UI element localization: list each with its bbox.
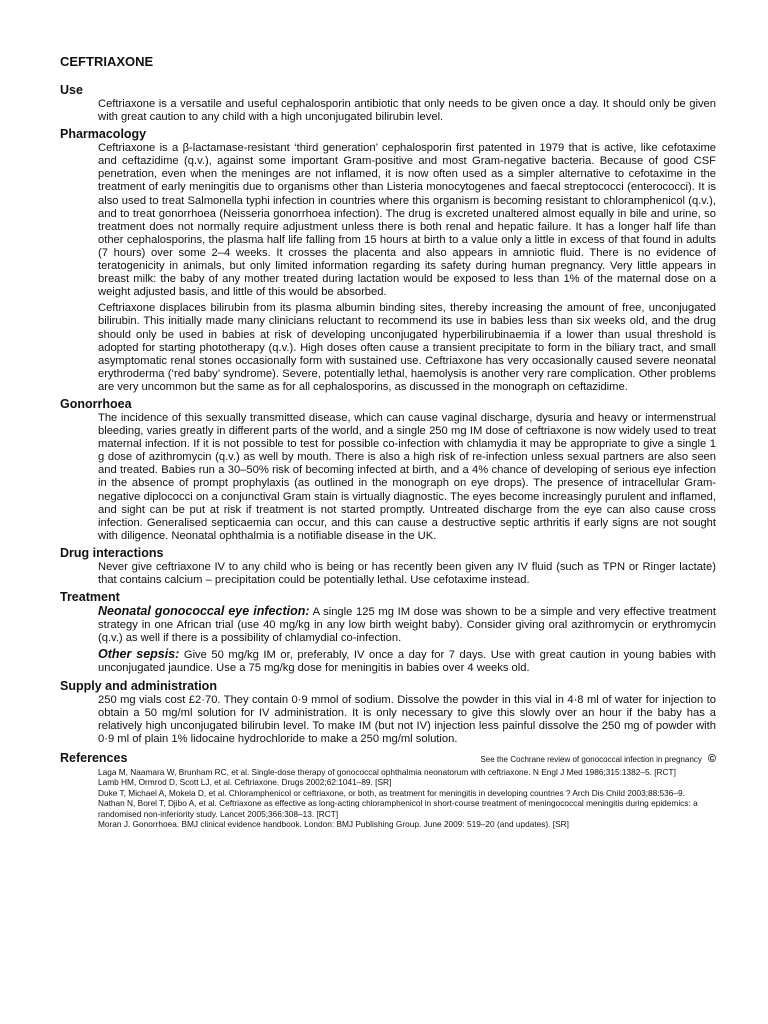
references-header — [60, 749, 716, 767]
treatment-other-sepsis — [98, 648, 716, 675]
reference-item: Nathan N, Borel T, Djibo A, et al. Ceftriaxone as effective as long-acting chloramphenicol in short-course treatment of meningococcal meningitis during epidemics: a randomised non-inferiority study. Lancet 2005;366:308–13. [RCT] — [98, 798, 698, 819]
reference-item: Moran J. Gonorrhoea. BMJ clinical evidence handbook. London: BMJ Publishing Group. June 2009: 519–20 (and updates). [SR] — [98, 819, 569, 830]
pharmacology-text-2: Ceftriaxone displaces bilirubin from its plasma albumin binding sites, thereby increasing the amount of free, unconjugated bilirubin. This initially made many clinicians reluctant to recommend its use in babies less than six weeks old, and the drug should only be used in babies at risk of developing unconjugated hyperbilirubinaemia if a lower than usual threshold is adopted for starting phototherapy (q.v.). High doses often cause a transient precipitate to form in the biliary tract, and small asymptomatic renal stones occasionally form with sustained use. Ceftriaxone has very occasionally caused severe neonatal erythroderma (‘red baby’ syndrome). Severe, potentially lethal, haemolysis is another very rare complication. Other problems are very uncommon but the same as for all cephalosporins, as discussed in the monograph on ceftazidime. — [98, 302, 716, 393]
copyright-icon: © — [707, 752, 716, 765]
other-sepsis-text: Give 50 mg/kg IM or, preferably, IV once a day for 7 days. Use with great caution in young babies with unconjugated jaundice. Use a 75 mg/kg dose for meningitis in babies over 4 weeks old. — [98, 649, 716, 675]
reference-item: Duke T, Michael A, Mokela D, et al. Chloramphenicol or ceftriaxone, or both, as treatment for meningitis in developing countries ? Arch Dis Child 2003;88:536–9. — [98, 787, 685, 798]
treatment-heading: Treatment — [60, 590, 120, 605]
pharmacology-text-1: Ceftriaxone is a β-lactamase-resistant ‘third generation’ cephalosporin first patented in 1979 that is active, like cefotaxime and ceftazidime (q.v.), against some important Gram-positive and most Gram-negative bacteria. Because of good CSF penetration, even when the meninges are not inflamed, it is now often used as a simpler alternative to cefotaxime in the treatment of early meningitis due to organisms other than Listeria monocytogenes and faecal streptococci (enterococci). It is also used to treat Salmonella typhi infection in countries where this organism is becoming resistant to chloramphenicol (q.v.), and to treat gonorrhoea (Neisseria gonorrhoea infection). The drug is excreted unaltered almost equally in bile and urine, so treatment does not normally require adjustment unless there is both renal and hepatic failure. It has a longer half life than other cephalosporins, the plasma half life falling from 15 hours at birth to a value only a little in excess of that found in adults (7 hours) over some 2–4 weeks. It crosses the placenta and also appears in amniotic fluid. There is no evidence of teratogenicity in animals, but only limited information regarding its safety during human pregnancy. Very little appears in breast milk: the baby of any mother treated during lactation would be exposed to less than 1% of the maternal dose on a weight adjusted basis, and little of this would be absorbed. — [98, 142, 716, 299]
use-heading: Use — [60, 83, 83, 97]
drug-interactions-text: Never give ceftriaxone IV to any child who is being or has recently been given any IV fluid (such as TPN or Ringer lactate) that contains calcium – precipitation could be potentially lethal. Use cefotaxime instead. — [98, 560, 716, 586]
references-heading: References — [60, 750, 128, 765]
cochrane-note-text: See the Cochrane review of gonococcal infection in pregnancy — [480, 754, 702, 764]
reference-item: Laga M, Naamara W, Brunham RC, et al. Single-dose therapy of gonococcal ophthalmia neonatorum with ceftriaxone. N Engl J Med 1986;315:1382–5. [RCT] — [98, 766, 676, 777]
supply-heading: Supply and administration — [60, 678, 217, 693]
other-sepsis-lead: Other sepsis: — [98, 647, 180, 662]
reference-item: Lamb HM, Ormrod D, Scott LJ, et al. Ceftriaxone. Drugs 2002;62:1041–89. [SR] — [98, 777, 392, 788]
drug-interactions-heading: Drug interactions — [60, 545, 164, 560]
use-text: Ceftriaxone is a versatile and useful cephalosporin antibiotic that only needs to be given once a day. It should only be given with great caution to any child with a high unconjugated bilirubin level. — [98, 98, 716, 124]
page-title: CEFTRIAXONE — [60, 54, 154, 69]
references-list — [98, 767, 716, 830]
treatment-eye-infection — [98, 605, 716, 645]
gonorrhoea-text: The incidence of this sexually transmitted disease, which can cause vaginal discharge, dysuria and heavy or intermenstrual bleeding, varies greatly in different parts of the world, and a single 250 mg IM dose of ceftriaxone is now widely used to treat maternal infection. If it is not possible to test for possible co-infection with chlamydia it may be appropriate to give a single 1 g dose of azithromycin (q.v.) as well by mouth. There is also a high risk of re-infection unless sexual partners are also seen and treated. Babies run a 30–50% risk of becoming infected at birth, and a 4% chance of developing of serious eye infection in the absence of prompt prophylaxis (as outlined in the monograph on eye drops). The presence of intracellular Gram-negative diplococci on a conjunctival Gram stain is virtually diagnostic. The eyes become increasingly purulent and inflamed, and sight can be put at risk if treatment is not started promptly. Untreated discharge from the eye can also cause cross infection. Generalised septicaemia can occur, and this can cause a destructive septic arthritis if early signs are not sought with diligence. Neonatal ophthalmia is a notifiable disease in the UK. — [98, 411, 716, 542]
monograph-page — [60, 54, 716, 830]
cochrane-note — [480, 749, 716, 767]
pharmacology-heading: Pharmacology — [60, 127, 147, 142]
gonorrhoea-heading: Gonorrhoea — [60, 396, 132, 411]
supply-text: 250 mg vials cost £2·70. They contain 0·9 mmol of sodium. Dissolve the powder in this vial in 4·8 ml of water for injection to obtain a 50 mg/ml solution for IV administration. It is only necessary to give this slowly over an hour if the baby has a relatively high unconjugated bilirubin level. To make IM (but not IV) injection less painful dissolve the 250 mg of powder with 0·9 ml of plain 1% lidocaine hydrochloride to make a 250 mg/ml solution. — [98, 693, 716, 745]
eye-infection-text: A single 125 mg IM dose was shown to be a simple and very effective treatment strategy in one African trial (use 40 mg/kg in any low birth weight baby). Consider giving oral azithromycin or erythromycin (q.v.) as well if there is a possibility of chlamydial co-infection. — [98, 606, 716, 645]
eye-infection-lead: Neonatal gonococcal eye infection: — [98, 604, 310, 619]
